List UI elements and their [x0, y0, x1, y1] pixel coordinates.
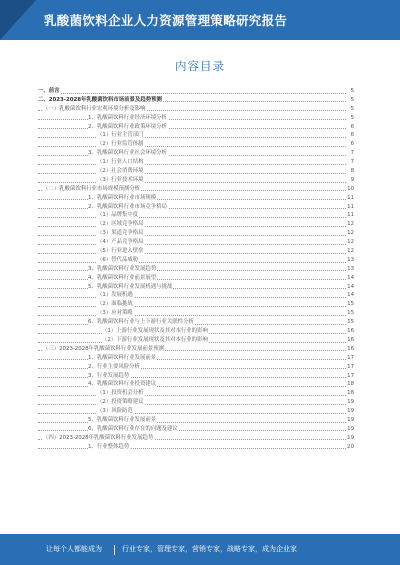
toc-leader-dots	[38, 368, 346, 369]
toc-entry-page: 5	[350, 88, 354, 94]
toc-entry-page: 14	[347, 283, 354, 290]
toc-entry-title: （1）品牌集中度	[97, 212, 139, 219]
toc-entry-page: 19	[347, 434, 354, 441]
toc-entry[interactable]	[38, 87, 354, 96]
toc-entry-title: （三）2023-2028年乳酸菌饮料行业发展前景预测	[43, 345, 165, 352]
toc-leader-dots	[38, 93, 346, 94]
toc-entry-title: （四）2023-2028年乳酸菌饮料行业发展趋势	[43, 434, 154, 441]
toc-leader-dots	[38, 430, 346, 431]
toc-entry-page: 7	[350, 150, 354, 157]
toc-entry[interactable]	[38, 283, 354, 292]
toc-leader-dots	[38, 270, 346, 271]
footer-banner	[0, 534, 400, 565]
toc-entry-title: （2）行业监管体制	[97, 141, 144, 148]
toc-entry-title: 二、2023-2028年乳酸菌饮料市场前景及趋势预测	[38, 96, 162, 103]
toc-leader-dots	[38, 155, 346, 156]
toc-entry-page: 6	[350, 141, 354, 148]
toc-entry[interactable]	[38, 300, 354, 309]
toc-entry-page: 17	[347, 354, 354, 361]
toc-entry-title: 3、行业发展趋势	[88, 372, 130, 379]
toc-entry-title: （6）替代品威胁	[97, 256, 139, 263]
toc-entry-page: 15	[347, 319, 354, 326]
toc-entry-page: 12	[347, 230, 354, 237]
toc-entry[interactable]	[38, 345, 354, 354]
toc-entry[interactable]	[38, 105, 354, 114]
toc-entry[interactable]	[38, 443, 354, 452]
report-header-banner	[0, 0, 400, 40]
toc-entry-title: 1、行业整体趋势	[88, 443, 130, 450]
toc-leader-dots	[38, 226, 346, 227]
toc-entry[interactable]	[38, 389, 354, 398]
toc-entry-page: 19	[347, 408, 354, 415]
toc-entry-page: 11	[347, 203, 354, 210]
toc-leader-dots	[38, 128, 346, 129]
toc-leader-dots	[38, 404, 346, 405]
toc-entry[interactable]	[38, 96, 354, 105]
toc-entry-page: 20	[347, 443, 354, 450]
toc-entry[interactable]	[38, 247, 354, 256]
toc-entry-page: 12	[347, 248, 354, 255]
report-title: 乳酸菌饮料企业人力资源管理策略研究报告	[44, 13, 288, 28]
toc-entry[interactable]	[38, 158, 354, 167]
toc-entry[interactable]	[38, 203, 354, 212]
toc-leader-dots	[38, 119, 346, 120]
toc-entry[interactable]	[38, 265, 354, 274]
toc-entry[interactable]	[38, 274, 354, 283]
toc-entry-page: 13	[347, 265, 354, 272]
toc-entry-title: （3）风险防范	[97, 408, 133, 415]
toc-entry-page: 8	[350, 168, 354, 175]
toc-leader-dots	[38, 359, 346, 360]
toc-entry[interactable]	[38, 131, 354, 140]
toc-entry-page: 6	[350, 123, 354, 130]
toc-leader-dots	[38, 448, 346, 449]
toc-entry-page: 14	[347, 274, 354, 281]
toc-leader-dots	[38, 288, 346, 289]
toc-entry[interactable]	[38, 149, 354, 158]
toc-entry[interactable]	[38, 167, 354, 176]
toc-entry[interactable]	[38, 336, 354, 345]
toc-entry[interactable]	[38, 114, 354, 123]
header-accent-triangle	[0, 0, 36, 40]
toc-entry-title: （1）行业人口结构	[97, 159, 144, 166]
toc-entry-page: 19	[347, 399, 354, 406]
toc-entry-page: 6	[350, 132, 354, 139]
toc-entry-title: 1、乳酸菌饮料行业市场规模	[88, 194, 157, 201]
toc-entry-page: 17	[347, 363, 354, 370]
toc-entry[interactable]	[38, 398, 354, 407]
toc-leader-dots	[38, 208, 346, 209]
table-of-contents	[38, 87, 354, 452]
toc-entry[interactable]	[38, 372, 354, 381]
toc-entry-title: （一）乳酸菌饮料行业宏观环境分析及影响	[43, 105, 146, 112]
toc-entry-page: 15	[347, 310, 354, 317]
toc-entry-page: 7	[350, 159, 354, 166]
toc-entry-title: （5）行业进入壁垒	[97, 248, 144, 255]
footer-slogan-lead: 让每个人都能成为	[46, 545, 102, 553]
footer-slogan-items: 行业专家，管理专家，营销专家，战略专家，成为企业家	[122, 545, 297, 553]
toc-leader-dots	[38, 253, 346, 254]
toc-entry-title: 1、乳酸菌饮料行业经济环境分析	[88, 114, 167, 121]
toc-entry[interactable]	[38, 256, 354, 265]
toc-leader-dots	[38, 164, 346, 165]
toc-entry-title: （2）面临挑战	[97, 301, 133, 308]
toc-entry-page: 15	[347, 301, 354, 308]
toc-entry[interactable]	[38, 211, 354, 220]
toc-entry[interactable]	[38, 220, 354, 229]
toc-leader-dots	[38, 244, 346, 245]
toc-entry-page: 18	[347, 381, 354, 388]
toc-entry-title: 6、乳酸菌饮料行业存在的问题及建议	[88, 425, 178, 432]
toc-entry-title: 4、乳酸菌饮料行业前景展望	[88, 274, 157, 281]
toc-entry-page: 16	[347, 328, 354, 335]
toc-leader-dots	[38, 146, 346, 147]
toc-entry-title: （3）行业技术环境	[97, 176, 144, 183]
toc-heading: 内容目录	[175, 59, 225, 73]
toc-entry[interactable]	[38, 354, 354, 363]
toc-entry-title: （1）行业主管部门	[97, 132, 144, 139]
toc-entry-title: 5、乳酸菌饮料行业发展前景	[88, 416, 157, 423]
toc-entry-title: 2、乳酸菌饮料行业政策环境分析	[88, 123, 167, 130]
toc-entry[interactable]	[38, 176, 354, 185]
toc-entry[interactable]	[38, 318, 354, 327]
toc-entry-title: （2）区域竞争格局	[97, 221, 144, 228]
toc-entry-title: 一、前言	[38, 88, 60, 94]
toc-leader-dots	[38, 422, 346, 423]
toc-entry-title: （2）投资策略建议	[97, 399, 144, 406]
toc-entry-page: 19	[347, 416, 354, 423]
toc-leader-dots	[38, 199, 346, 200]
toc-entry-title: 4、乳酸菌饮料行业投资建议	[88, 381, 157, 388]
toc-entry-page: 17	[347, 372, 354, 379]
toc-entry[interactable]	[38, 416, 354, 425]
toc-entry[interactable]	[38, 434, 354, 443]
toc-leader-dots	[38, 137, 346, 138]
toc-leader-dots	[38, 217, 346, 218]
toc-entry-page: 11	[347, 194, 354, 201]
toc-leader-dots	[38, 297, 346, 298]
toc-entry-page: 18	[347, 390, 354, 397]
toc-entry-title: （2）社会消费环境	[97, 168, 144, 175]
toc-entry-page: 14	[347, 292, 354, 299]
toc-leader-dots	[38, 306, 346, 307]
toc-entry-title: 6、乳酸菌饮料行业与上下游行业关联性分析	[88, 319, 194, 326]
toc-entry-title: （1）发展机遇	[97, 292, 133, 299]
toc-entry-page: 10	[347, 185, 354, 192]
toc-entry[interactable]	[38, 425, 354, 434]
toc-entry-title: （3）渠道竞争格局	[97, 230, 144, 237]
toc-entry-page: 13	[347, 256, 354, 263]
toc-leader-dots	[38, 413, 346, 414]
toc-entry-title: 3、乳酸菌饮料行业发展趋势	[88, 265, 157, 272]
toc-entry-page: 11	[347, 212, 354, 219]
toc-leader-dots	[38, 315, 346, 316]
toc-entry[interactable]	[38, 194, 354, 203]
toc-leader-dots	[38, 173, 346, 174]
toc-entry-page: 16	[347, 336, 354, 343]
toc-entry[interactable]	[38, 185, 354, 194]
toc-leader-dots	[38, 377, 346, 378]
toc-entry[interactable]	[38, 363, 354, 372]
footer-divider	[114, 545, 115, 555]
toc-entry-title: （3）应对策略	[97, 310, 133, 317]
toc-leader-dots	[38, 262, 346, 263]
toc-leader-dots	[38, 235, 346, 236]
toc-entry-title: （4）产品竞争格局	[97, 239, 144, 246]
toc-leader-dots	[38, 386, 346, 387]
toc-entry-page: 16	[347, 345, 354, 352]
toc-entry[interactable]	[38, 140, 354, 149]
toc-entry-page: 12	[347, 221, 354, 228]
toc-entry-title: 2、行业主要风险分析	[88, 363, 140, 370]
toc-entry-title: （二）乳酸菌饮料行业市场规模预测分析	[43, 185, 141, 192]
toc-entry[interactable]	[38, 238, 354, 247]
toc-entry[interactable]	[38, 327, 354, 336]
toc-entry-title: 2、乳酸菌饮料行业市场竞争格局	[88, 203, 167, 210]
toc-entry-title: 1、乳酸菌饮料行业发展前景	[88, 354, 157, 361]
toc-leader-dots	[38, 182, 346, 183]
toc-entry[interactable]	[38, 123, 354, 132]
toc-entry-title: （1）上游行业发展现状及其对本行业的影响	[102, 328, 208, 335]
toc-entry[interactable]	[38, 291, 354, 300]
toc-entry[interactable]	[38, 380, 354, 389]
toc-leader-dots	[38, 395, 346, 396]
toc-entry[interactable]	[38, 407, 354, 416]
toc-entry-page: 9	[350, 176, 354, 183]
toc-entry-page: 5	[350, 114, 354, 121]
toc-entry-title: （1）投资机会分析	[97, 390, 144, 397]
toc-leader-dots	[38, 279, 346, 280]
toc-entry-title: （2）下游行业发展现状及其对本行业的影响	[102, 336, 208, 343]
toc-entry-page: 19	[347, 425, 354, 432]
toc-entry-title: 5、乳酸菌饮料行业发展机遇与挑战	[88, 283, 173, 290]
toc-entry-page: 12	[347, 239, 354, 246]
toc-entry[interactable]	[38, 309, 354, 318]
toc-entry-page: 5	[350, 96, 354, 103]
toc-entry-page: 5	[350, 105, 354, 112]
toc-entry[interactable]	[38, 229, 354, 238]
toc-entry-title: 3、乳酸菌饮料行业社会环境分析	[88, 150, 167, 157]
